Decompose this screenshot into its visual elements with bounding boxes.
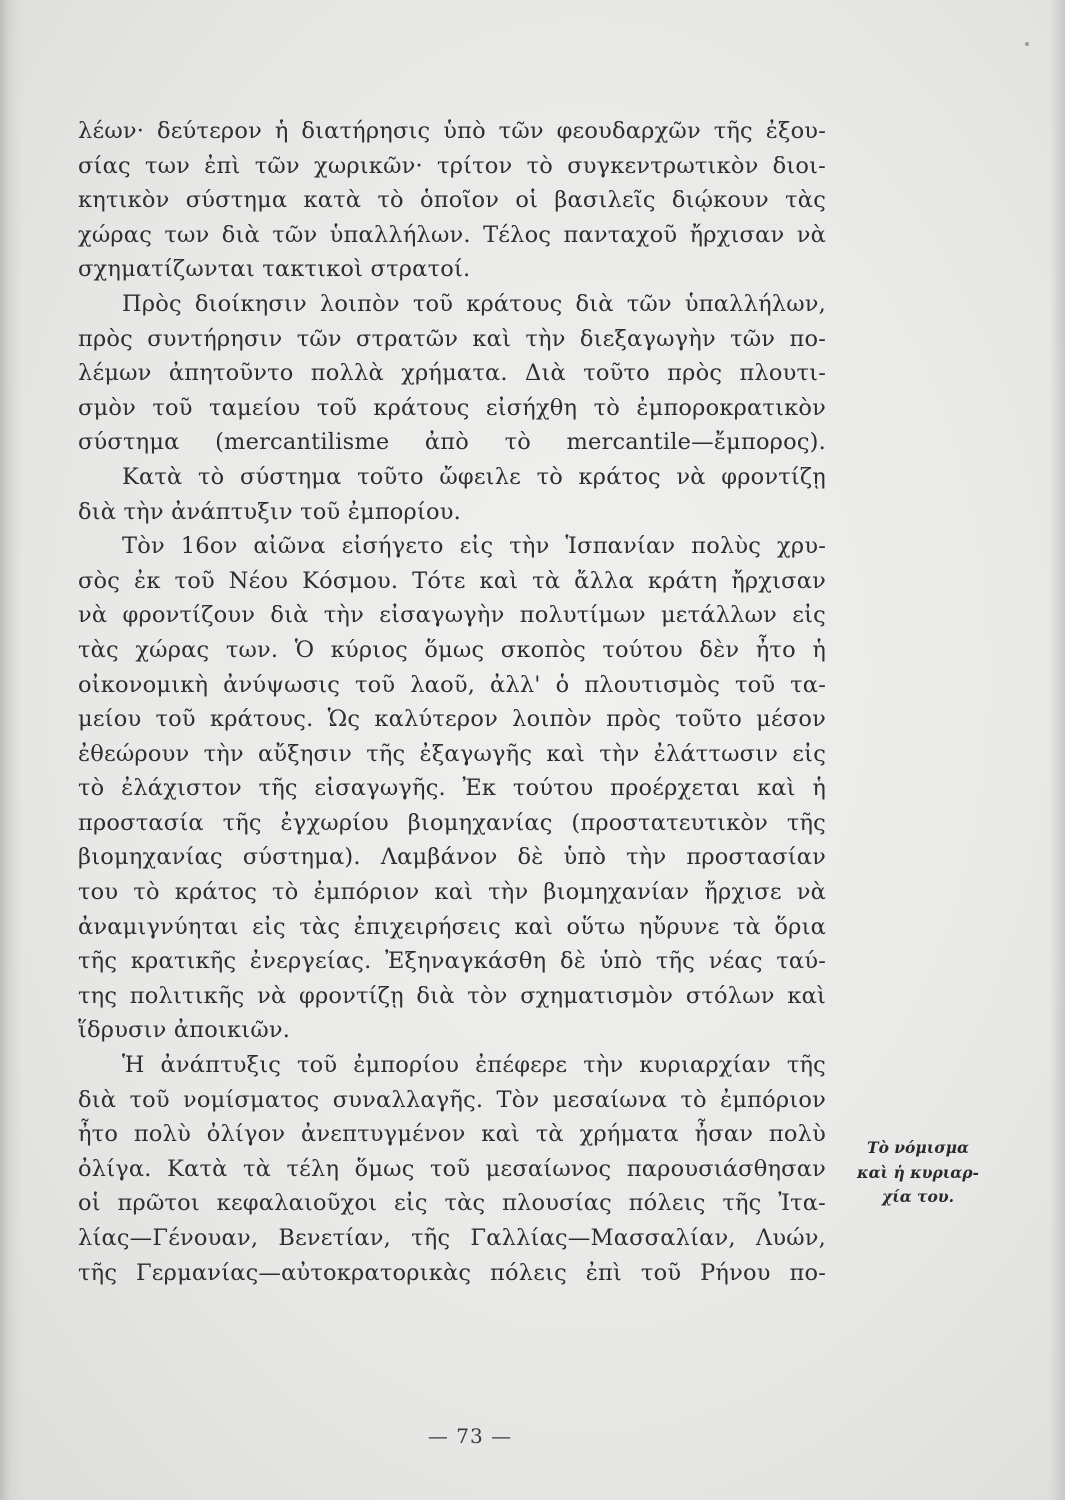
page-right-shadow (1049, 0, 1065, 1500)
text-line: λέων· δεύτερον ἡ διατήρησις ὑπὸ τῶν φεουδαρχῶν τῆς ἐξου- (78, 118, 826, 144)
text-line: μείου τοῦ κράτους. Ὡς καλύτερον λοιπὸν πρὸς τοῦτο μέσον (78, 706, 826, 733)
text-line: τῆς Γερμανίας—αὐτοκρατορικὰς πόλεις ἐπὶ τοῦ Ρήνου πο- (78, 1259, 826, 1286)
text-line: σμὸν τοῦ ταμείου τοῦ κράτους εἰσήχθη τὸ ἐμπορoκρατικὸν (78, 394, 826, 421)
text-line: ἦτο πολὺ ὀλίγον ἀνεπτυγμένον καὶ τὰ χρήματα ἦσαν πολὺ (78, 1121, 826, 1148)
text-line: βιομηχανίας σύστημα). Λαμβάνον δὲ ὑπὸ τὴν προστασίαν (78, 844, 826, 871)
text-line: σὸς ἐκ τοῦ Νέου Κόσμου. Τότε καὶ τὰ ἄλλα κράτη ἤρχισαν (78, 567, 826, 594)
text-line: ὀλίγα. Κατὰ τὰ τέλη ὅμως τοῦ μεσαίωνος παρουσιάσθησαν (78, 1155, 826, 1182)
text-line: ἀναμιγνύηται εἰς τὰς ἐπιχειρήσεις καὶ οὕτω ηὔρυνε τὰ ὅρια (78, 913, 826, 940)
margin-note-line: Τὸ νόμισμα (867, 1138, 969, 1157)
text-line: σύστημα (mercantilisme ἀπὸ τὸ mercantile—ἔμπορος). (78, 429, 826, 456)
text-line: Τὸν 16ον αἰῶνα εἰσήγετο εἰς τὴν Ἱσπανίαν πολὺς χρυ- (122, 533, 826, 560)
text-line: προστασία τῆς ἐγχωρίου βιομηχανίας (προστατευτικὸν τῆς (78, 809, 826, 836)
text-line: Κατὰ τὸ σύστημα τοῦτο ὤφειλε τὸ κράτος νὰ φροντίζῃ (122, 463, 826, 490)
text-line: σίας των ἐπὶ τῶν χωρικῶν· τρίτον τὸ συγκεντρωτικὸν διοι- (78, 152, 826, 179)
text-line: τῆς κρατικῆς ἐνεργείας. Ἐξηναγκάσθη δὲ ὑπὸ τῆς νέας ταύ- (78, 948, 826, 975)
text-line: λέμων ἀπητοῦντο πολλὰ χρήματα. Διὰ τοῦτο πρὸς πλουτι- (78, 360, 826, 387)
body-text (78, 114, 826, 1290)
text-line: Ἡ ἀνάπτυξις τοῦ ἐμπορίου ἐπέφερε τὴν κυριαρχίαν τῆς (122, 1052, 826, 1079)
text-line: λίας—Γένουαν, Βενετίαν, τῆς Γαλλίας—Μασσαλίαν, Λυών, (78, 1225, 826, 1251)
margin-note-line: καὶ ἡ κυριαρ- (857, 1162, 979, 1182)
text-line: κητικὸν σύστημα κατὰ τὸ ὁποῖον οἱ βασιλεῖς διῴκουν τὰς (78, 187, 826, 214)
text-line: νὰ φροντίζουν διὰ τὴν εἰσαγωγὴν πολυτίμων μετάλλων εἰς (78, 602, 826, 629)
text-line: της πολιτικῆς νὰ φροντίζῃ διὰ τὸν σχηματισμὸν στόλων καὶ (78, 982, 826, 1009)
text-line: χώρας των διὰ τῶν ὑπαλλήλων. Τέλος πανταχοῦ ἤρχισαν νὰ (78, 221, 826, 248)
page-left-shadow (0, 0, 22, 1500)
text-line: πρὸς συντήρησιν τῶν στρατῶν καὶ τὴν διεξαγωγὴν τῶν πο- (78, 325, 826, 352)
text-line: Πρὸς διοίκησιν λοιπὸν τοῦ κράτους διὰ τῶν ὑπαλλήλων, (122, 290, 826, 317)
paper-speck (1025, 42, 1029, 46)
text-line: οἱ πρῶτοι κεφαλαιοῦχοι εἰς τὰς πλουσίας πόλεις τῆς Ἰτα- (78, 1190, 826, 1217)
text-line: του τὸ κράτος τὸ ἐμπόριον καὶ τὴν βιομηχανίαν ἤρχισε νὰ (78, 879, 826, 906)
text-line: σχηματίζωνται τακτικοὶ στρατοί. (78, 256, 471, 283)
text-line: οἰκονομικὴ ἀνύψωσις τοῦ λαοῦ, ἀλλ' ὁ πλουτισμὸς τοῦ τα- (78, 671, 826, 698)
text-line: διὰ τὴν ἀνάπτυξιν τοῦ ἐμπορίου. (78, 498, 461, 525)
page-number: — 73 — (427, 1424, 513, 1448)
text-line: τὰς χώρας των. Ὁ κύριος ὅμως σκοπὸς τούτου δὲν ἦτο ἡ (78, 636, 826, 663)
text-line: ἐθεώρουν τὴν αὔξησιν τῆς ἐξαγωγῆς καὶ τὴν ἐλάττωσιν εἰς (78, 740, 826, 767)
text-line: τὸ ἐλάχιστον τῆς εἰσαγωγῆς. Ἐκ τούτου προέρχεται καὶ ἡ (78, 775, 826, 802)
text-line: διὰ τοῦ νομίσματος συναλλαγῆς. Τὸν μεσαίωνα τὸ ἐμπόριον (78, 1086, 826, 1113)
margin-note (843, 1136, 993, 1210)
text-line: ἵδρυσιν ἀποικιῶν. (78, 1017, 291, 1044)
margin-note-line: χία του. (882, 1187, 954, 1206)
